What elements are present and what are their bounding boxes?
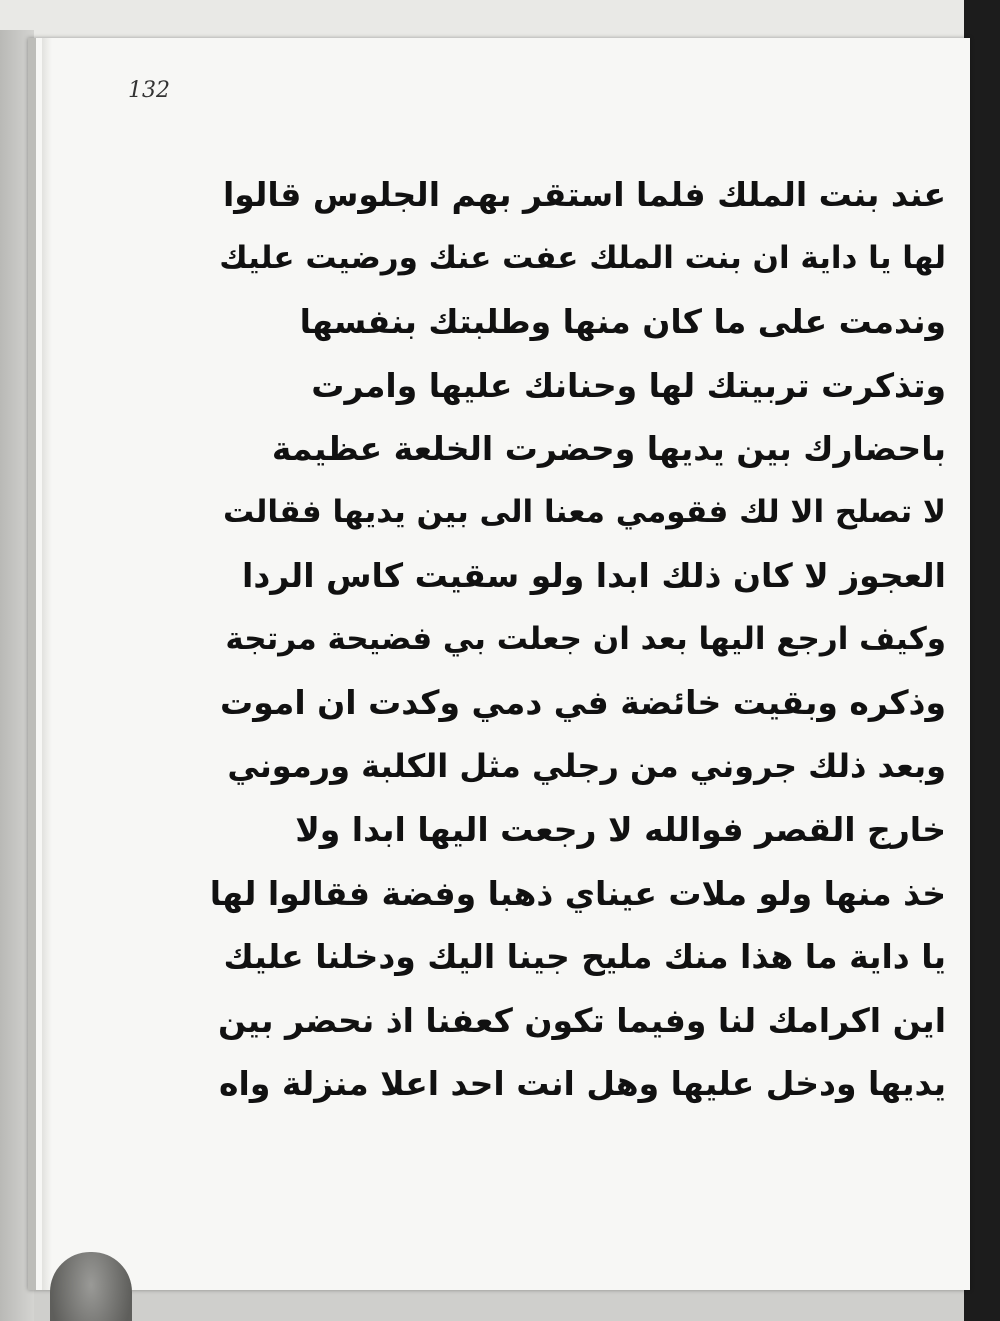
text-line: خذ منها ولو ملات عيناي ذهبا وفضة فقالوا لها <box>209 873 946 913</box>
text-line: العجوز لا كان ذلك ابدا ولو سقيت كاس الردا <box>242 556 946 596</box>
holding-thumb <box>50 1252 132 1321</box>
text-line: وتذكرت تربيتك لها وحنانك عليها وامرت <box>311 365 946 405</box>
text-line: لا تصلح الا لك فقومي معنا الى بين يديها فقالت <box>222 494 946 531</box>
text-line: باحضارك بين يديها وحضرت الخلعة عظيمة <box>271 429 946 469</box>
arabic-text-block <box>206 163 946 1153</box>
text-line: خارج القصر فوالله لا رجعت اليها ابدا ولا <box>295 810 946 850</box>
text-line: وندمت على ما كان منها وطلبتك بنفسها <box>299 302 946 342</box>
text-line: وبعد ذلك جروني من رجلي مثل الكلبة ورموني <box>227 747 946 786</box>
text-line: وكيف ارجع اليها بعد ان جعلت بي فضيحة مرتجة <box>225 621 946 658</box>
text-line: وذكره وبقيت خائضة في دمي وكدت ان اموت <box>220 683 946 723</box>
text-line: عند بنت الملك فلما استقر بهم الجلوس قالوا <box>222 175 946 215</box>
page-number: 132 <box>128 78 170 103</box>
text-line: يا داية ما هذا منك مليح جينا اليك ودخلنا عليك <box>223 937 946 977</box>
text-line: اين اكرامك لنا وفيما تكون كعفنا اذ نحضر بين <box>217 1000 946 1040</box>
text-line: يديها ودخل عليها وهل انت احد اعلا منزلة واه <box>219 1064 946 1104</box>
text-line: لها يا داية ان بنت الملك عفت عنك ورضيت عليك <box>219 240 946 277</box>
manuscript-page <box>28 38 970 1290</box>
